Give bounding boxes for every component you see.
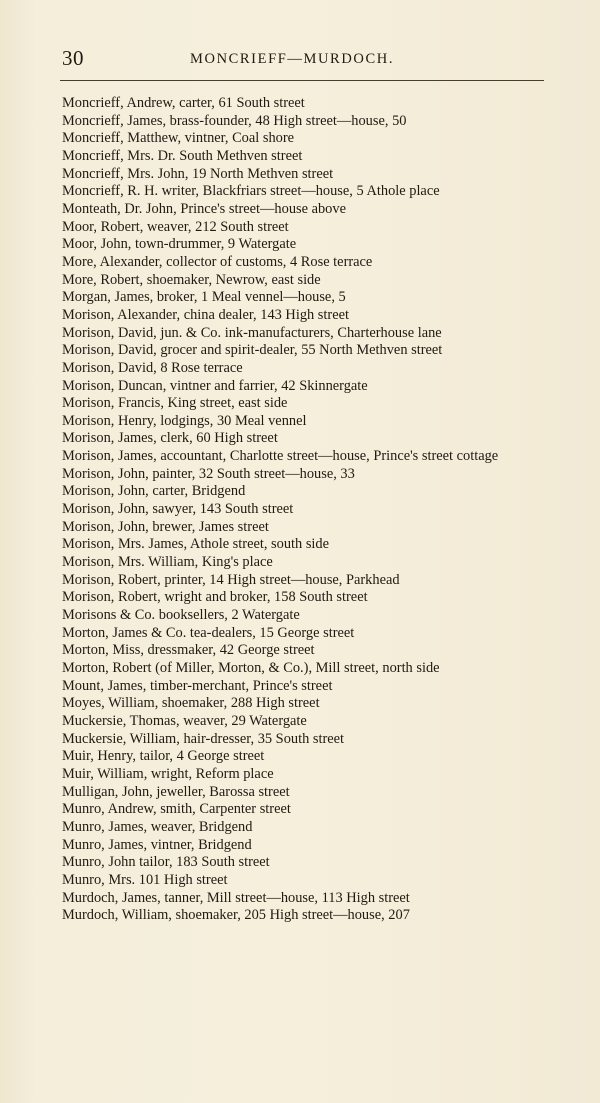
directory-entry: Mount, James, timber-merchant, Prince's street	[62, 677, 333, 694]
directory-entry: Morton, Miss, dressmaker, 42 George street	[62, 642, 315, 659]
directory-entry: More, Alexander, collector of customs, 4 Rose terrace	[62, 253, 373, 270]
directory-entry: Muir, William, wright, Reform place	[62, 765, 274, 782]
directory-entries	[62, 95, 540, 925]
directory-entry: Moncrieff, Mrs. John, 19 North Methven street	[62, 165, 334, 182]
directory-entry: Morison, Francis, King street, east side	[62, 395, 288, 412]
directory-entry: Morison, John, sawyer, 143 South street	[62, 501, 294, 518]
directory-entry: Morison, Duncan, vintner and farrier, 42 Skinnergate	[62, 377, 368, 394]
directory-entry: Munro, Mrs. 101 High street	[62, 871, 228, 888]
directory-entry: Morisons & Co. booksellers, 2 Watergate	[62, 607, 300, 624]
directory-entry: Moncrieff, Mrs. Dr. South Methven street	[62, 147, 303, 164]
directory-entry: More, Robert, shoemaker, Newrow, east side	[62, 271, 321, 288]
directory-entry: Morison, Robert, printer, 14 High street—house, Parkhead	[62, 571, 400, 588]
running-head: MONCRIEFF—MURDOCH.	[190, 51, 395, 67]
page-header	[62, 46, 538, 72]
directory-entry: Morison, David, grocer and spirit-dealer, 55 North Methven street	[62, 342, 443, 359]
directory-entry: Muckersie, William, hair-dresser, 35 South street	[62, 730, 345, 747]
directory-entry: Munro, James, weaver, Bridgend	[62, 818, 253, 835]
page-number: 30	[62, 46, 84, 70]
directory-entry: Morton, Robert (of Miller, Morton, & Co.), Mill street, north side	[62, 660, 440, 676]
directory-entry: Munro, Andrew, smith, Carpenter street	[62, 801, 291, 818]
directory-entry: Morison, James, accountant, Charlotte street—house, Prince's street cottage	[62, 448, 499, 465]
directory-entry: Moor, John, town-drummer, 9 Watergate	[62, 236, 297, 253]
directory-entry: Morison, David, jun. & Co. ink-manufacturers, Charterhouse lane	[62, 324, 442, 341]
directory-entry: Monteath, Dr. John, Prince's street—house above	[62, 200, 346, 217]
directory-entry: Moncrieff, R. H. writer, Blackfriars street—house, 5 Athole place	[62, 183, 440, 200]
directory-entry: Morison, David, 8 Rose terrace	[62, 359, 243, 376]
directory-entry: Morison, Robert, wright and broker, 158 South street	[62, 589, 368, 606]
directory-entry: Moncrieff, James, brass-founder, 48 High street—house, 50	[62, 112, 407, 129]
directory-entry: Moor, Robert, weaver, 212 South street	[62, 218, 289, 235]
directory-entry: Munro, James, vintner, Bridgend	[62, 836, 252, 853]
directory-entry: Moyes, William, shoemaker, 288 High street	[62, 695, 320, 712]
directory-entry: Muir, Henry, tailor, 4 George street	[62, 748, 265, 765]
directory-entry: Moncrieff, Matthew, vintner, Coal shore	[62, 130, 295, 147]
directory-entry: Morton, James & Co. tea-dealers, 15 George street	[62, 624, 355, 641]
directory-entry: Morison, John, carter, Bridgend	[62, 483, 246, 500]
directory-entry: Mulligan, John, jeweller, Barossa street	[62, 783, 290, 800]
directory-entry: Murdoch, William, shoemaker, 205 High street—house, 207	[62, 907, 410, 924]
directory-entry: Morison, Mrs. William, King's place	[62, 554, 273, 571]
directory-entry: Morison, Mrs. James, Athole street, south side	[62, 536, 330, 553]
directory-entry: Munro, John tailor, 183 South street	[62, 854, 270, 871]
directory-entry: Morgan, James, broker, 1 Meal vennel—house, 5	[62, 289, 346, 306]
directory-entry: Morison, Henry, lodgings, 30 Meal vennel	[62, 412, 307, 429]
directory-entry: Morison, John, painter, 32 South street—house, 33	[62, 465, 355, 482]
directory-entry: Morison, James, clerk, 60 High street	[62, 430, 278, 447]
header-rule	[60, 80, 544, 81]
directory-entry: Morison, John, brewer, James street	[62, 518, 269, 535]
directory-entry: Morison, Alexander, china dealer, 143 High street	[62, 306, 349, 323]
directory-entry: Murdoch, James, tanner, Mill street—house, 113 High street	[62, 889, 410, 906]
directory-entry: Moncrieff, Andrew, carter, 61 South street	[62, 95, 305, 111]
directory-entry: Muckersie, Thomas, weaver, 29 Watergate	[62, 712, 307, 729]
